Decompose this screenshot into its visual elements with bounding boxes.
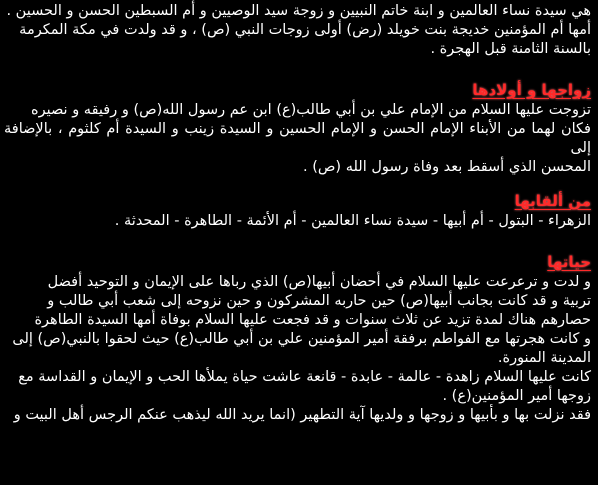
intro-line-3: بالسنة الثامنة قبل الهجرة . (430, 41, 591, 57)
titles-heading: من ألقابها (514, 192, 591, 210)
titles-section (4, 191, 591, 231)
life-line-2: تربية و قد كانت بجانب أبيها(ص) حين حاربه المشركون و حين نزوحه إلى شعب أبي طالب و (47, 293, 591, 309)
life-line-6: كانت عليها السلام زاهدة - عالمة - عابدة - قانعة عاشت حياة يملأها الحب و الإيمان و القداسة مع (18, 369, 591, 385)
marriage-section (4, 80, 591, 177)
life-line-1: و لدت و ترعرعت عليها السلام في أحضان أبيها(ص) الذي رباها على الإيمان و التوحيد أفضل (47, 274, 591, 290)
spacer (4, 177, 591, 191)
life-heading: حياتها (547, 253, 591, 271)
life-line-4: و كانت هجرتها مع الفواطم برفقة أمير المؤمنين علي بن أبي طالب(ع) حيث لحقوا بالنبي(ص) إلى (12, 331, 591, 347)
titles-line-1: الزهراء - البتول - أم أبيها - سيدة نساء العالمين - أم الأئمة - الطاهرة - المحدثة . (114, 213, 591, 229)
marriage-line-1: تزوجت عليها السلام من الإمام علي بن أبي طالب(ع) ابن عم رسول الله(ص) و رفيقه و نصيره (31, 102, 591, 118)
life-line-7: زوجها أمير المؤمنين(ع) . (442, 388, 591, 404)
marriage-line-3: المحسن الذي أسقط بعد وفاة رسول الله (ص) . (303, 159, 591, 175)
life-section (4, 252, 591, 425)
life-line-8: فقد نزلت بها و بأبيها و زوجها و ولديها آية التطهير (انما يريد الله ليذهب عنكم الرجس أهل البيت و (13, 407, 591, 423)
intro-line-2: أمها أم المؤمنين خديجة بنت خويلد (رض) أولى زوجات النبي (ص) ، و قد ولدت في مكة المكرمة (19, 22, 591, 38)
life-line-3: حصارهم هناك لمدة تزيد عن ثلاث سنوات و قد فجعت عليها السلام بوفاة أمها السيدة الطاهرة (34, 312, 591, 328)
marriage-heading: زواجها و أولادها (472, 81, 591, 99)
life-line-5: المدينة المنورة. (497, 350, 591, 366)
intro-section (4, 2, 591, 59)
intro-line-1: هي سيدة نساء العالمين و ابنة خاتم النبيين و زوجة سيد الوصيين و أم السبطين الحسن و الحسين . (6, 3, 591, 19)
spacer (4, 59, 591, 80)
spacer (4, 231, 591, 252)
marriage-line-2: فكان لهما من الأبناء الإمام الحسن و الإمام الحسين و السيدة زينب و السيدة أم كلثوم ، بالإضافة إلى (4, 121, 591, 156)
